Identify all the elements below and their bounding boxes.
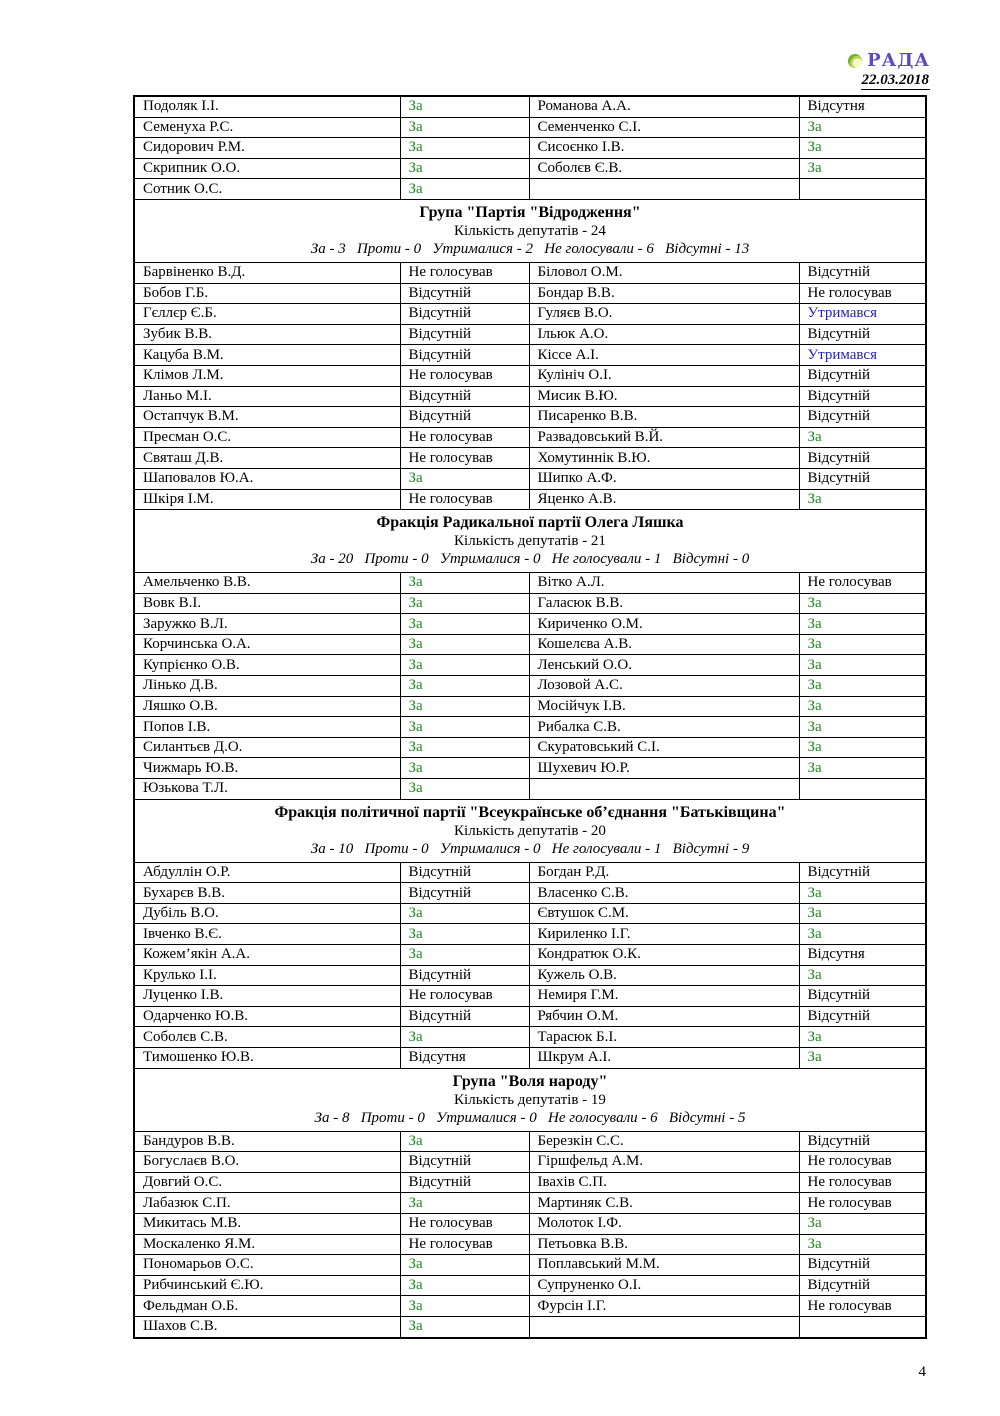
table-row bbox=[134, 345, 926, 366]
deputy-name-cell: Вовк В.І. bbox=[134, 593, 400, 614]
deputy-name-cell: Фурсін І.Г. bbox=[529, 1296, 799, 1317]
deputy-name-cell: Рибчинський Є.Ю. bbox=[134, 1275, 400, 1296]
deputy-name-cell: Подоляк І.І. bbox=[134, 96, 400, 117]
deputy-name-cell: Клімов Л.М. bbox=[134, 365, 400, 386]
deputy-name-cell: Святаш Д.В. bbox=[134, 448, 400, 469]
deputy-name-cell: Кошелєва А.В. bbox=[529, 634, 799, 655]
vote-cell bbox=[799, 1316, 926, 1337]
table-row bbox=[134, 448, 926, 469]
deputy-name-cell: Скрипник О.О. bbox=[134, 158, 400, 179]
vote-cell: Відсутній bbox=[799, 407, 926, 428]
table-row bbox=[134, 179, 926, 200]
deputy-name-cell: Гіршфельд А.М. bbox=[529, 1152, 799, 1173]
voting-table bbox=[133, 95, 927, 1339]
vote-cell: Не голосував bbox=[799, 1193, 926, 1214]
vote-cell: Відсутній bbox=[400, 345, 529, 366]
vote-cell: За bbox=[400, 924, 529, 945]
deputy-name-cell: Корчинська О.А. bbox=[134, 634, 400, 655]
deputy-name-cell: Мосійчук І.В. bbox=[529, 696, 799, 717]
vote-cell: За bbox=[799, 138, 926, 159]
vote-cell: Відсутній bbox=[400, 965, 529, 986]
table-row bbox=[134, 386, 926, 407]
deputy-name-cell: Амельченко В.В. bbox=[134, 573, 400, 594]
vote-cell: Відсутній bbox=[799, 448, 926, 469]
table-row bbox=[134, 427, 926, 448]
vote-cell: Не голосував bbox=[799, 573, 926, 594]
table-row bbox=[134, 1255, 926, 1276]
vote-cell: Не голосував bbox=[400, 365, 529, 386]
vote-cell: За bbox=[400, 676, 529, 697]
deputy-name-cell: Кіссе А.І. bbox=[529, 345, 799, 366]
deputy-name-cell: Галасюк В.В. bbox=[529, 593, 799, 614]
vote-stats: За - 10 Проти - 0 Утрималися - 0 Не голосували - 1 Відсутні - 9 bbox=[310, 840, 750, 857]
deputy-name-cell: Москаленко Я.М. bbox=[134, 1234, 400, 1255]
deputy-name-cell: Ленський О.О. bbox=[529, 655, 799, 676]
vote-cell: Не голосував bbox=[799, 1172, 926, 1193]
vote-cell: Відсутній bbox=[799, 1006, 926, 1027]
deputy-name-cell: Рибалка С.В. bbox=[529, 717, 799, 738]
vote-cell: Не голосував bbox=[400, 1213, 529, 1234]
vote-cell: За bbox=[400, 138, 529, 159]
table-row bbox=[134, 1027, 926, 1048]
deputy-name-cell: Бобов Г.Б. bbox=[134, 283, 400, 304]
section-header-cell bbox=[134, 199, 926, 262]
deputy-name-cell: Кириленко І.Г. bbox=[529, 924, 799, 945]
deputy-name-cell: Семенченко С.І. bbox=[529, 117, 799, 138]
vote-cell: За bbox=[799, 117, 926, 138]
deputy-name-cell: Писаренко В.В. bbox=[529, 407, 799, 428]
deputy-name-cell: Лозовой А.С. bbox=[529, 676, 799, 697]
table-row bbox=[134, 489, 926, 510]
vote-cell: За bbox=[799, 737, 926, 758]
deputy-name-cell: Юзькова Т.Л. bbox=[134, 779, 400, 800]
faction-title: Група "Воля народу" bbox=[452, 1072, 608, 1090]
vote-cell: За bbox=[400, 468, 529, 489]
table-row bbox=[134, 1152, 926, 1173]
table-row bbox=[134, 138, 926, 159]
deputy-name-cell: Кужель О.В. bbox=[529, 965, 799, 986]
deputy-name-cell: Кириченко О.М. bbox=[529, 614, 799, 635]
deputy-name-cell: Бондар В.В. bbox=[529, 283, 799, 304]
deputy-name-cell: Развадовський В.Й. bbox=[529, 427, 799, 448]
vote-cell: Відсутній bbox=[400, 324, 529, 345]
table-row bbox=[134, 573, 926, 594]
table-row bbox=[134, 468, 926, 489]
table-row bbox=[134, 634, 926, 655]
deputy-name-cell: Рябчин О.М. bbox=[529, 1006, 799, 1027]
vote-cell: Не голосував bbox=[799, 1296, 926, 1317]
vote-cell: За bbox=[400, 1275, 529, 1296]
deputy-name-cell: Крулько І.І. bbox=[134, 965, 400, 986]
vote-stats: За - 3 Проти - 0 Утрималися - 2 Не голосували - 6 Відсутні - 13 bbox=[310, 240, 750, 257]
table-row bbox=[134, 262, 926, 283]
vote-cell: Відсутній bbox=[799, 986, 926, 1007]
deputy-name-cell: Біловол О.М. bbox=[529, 262, 799, 283]
deputy-name-cell: Кулініч О.І. bbox=[529, 365, 799, 386]
table-row bbox=[134, 1131, 926, 1152]
vote-cell: Відсутній bbox=[799, 1275, 926, 1296]
vote-cell: За bbox=[799, 883, 926, 904]
deputy-name-cell: Лабазюк С.П. bbox=[134, 1193, 400, 1214]
section-header-cell bbox=[134, 510, 926, 573]
deputy-name-cell: Пресман О.С. bbox=[134, 427, 400, 448]
table-row bbox=[134, 158, 926, 179]
vote-cell: Не голосував bbox=[400, 489, 529, 510]
deputy-name-cell: Мисик В.Ю. bbox=[529, 386, 799, 407]
vote-cell: За bbox=[400, 573, 529, 594]
vote-cell: За bbox=[400, 593, 529, 614]
table-row bbox=[134, 1316, 926, 1337]
table-row bbox=[134, 614, 926, 635]
deputy-name-cell: Скуратовський С.І. bbox=[529, 737, 799, 758]
deputy-name-cell: Супруненко О.І. bbox=[529, 1275, 799, 1296]
vote-cell: За bbox=[400, 696, 529, 717]
vote-cell: За bbox=[799, 427, 926, 448]
vote-cell: За bbox=[400, 117, 529, 138]
table-row bbox=[134, 1047, 926, 1068]
vote-cell: Утримався bbox=[799, 304, 926, 325]
vote-cell: За bbox=[400, 903, 529, 924]
table-row bbox=[134, 365, 926, 386]
deputy-name-cell bbox=[529, 1316, 799, 1337]
deputy-name-cell: Семенуха Р.С. bbox=[134, 117, 400, 138]
vote-cell: За bbox=[400, 1027, 529, 1048]
deputy-name-cell: Поплавський М.М. bbox=[529, 1255, 799, 1276]
deputy-name-cell: Немиря Г.М. bbox=[529, 986, 799, 1007]
vote-cell: За bbox=[799, 903, 926, 924]
vote-cell: За bbox=[400, 96, 529, 117]
deputy-name-cell: Шкіря І.М. bbox=[134, 489, 400, 510]
vote-cell: Не голосував bbox=[799, 1152, 926, 1173]
deputy-name-cell: Абдуллін О.Р. bbox=[134, 862, 400, 883]
vote-cell: Не голосував bbox=[400, 986, 529, 1007]
vote-cell: Відсутній bbox=[799, 365, 926, 386]
vote-cell: За bbox=[799, 1047, 926, 1068]
deputy-name-cell: Івченко В.Є. bbox=[134, 924, 400, 945]
vote-cell: За bbox=[400, 655, 529, 676]
vote-cell: За bbox=[400, 1193, 529, 1214]
vote-cell: Відсутній bbox=[400, 386, 529, 407]
vote-cell: За bbox=[400, 614, 529, 635]
vote-cell: За bbox=[400, 945, 529, 966]
table-row bbox=[134, 283, 926, 304]
vote-cell: Відсутній bbox=[799, 324, 926, 345]
deputy-name-cell: Березкін С.С. bbox=[529, 1131, 799, 1152]
deputy-name-cell: Кожем’якін А.А. bbox=[134, 945, 400, 966]
faction-title: Група "Партія "Відродження" bbox=[419, 203, 641, 221]
vote-cell: Не голосував bbox=[400, 427, 529, 448]
table-row bbox=[134, 883, 926, 904]
deputy-name-cell: Кацуба В.М. bbox=[134, 345, 400, 366]
vote-cell: За bbox=[799, 1027, 926, 1048]
deputy-name-cell: Луценко І.В. bbox=[134, 986, 400, 1007]
deputy-name-cell: Богдан Р.Д. bbox=[529, 862, 799, 883]
section-header-row bbox=[134, 1068, 926, 1131]
deputy-name-cell bbox=[529, 179, 799, 200]
deputy-name-cell: Сидорович Р.М. bbox=[134, 138, 400, 159]
vote-cell: Відсутній bbox=[400, 1152, 529, 1173]
vote-cell: За bbox=[400, 1131, 529, 1152]
deputy-name-cell: Силантьєв Д.О. bbox=[134, 737, 400, 758]
deputy-name-cell: Вітко А.Л. bbox=[529, 573, 799, 594]
table-row bbox=[134, 779, 926, 800]
vote-cell: Відсутній bbox=[400, 1172, 529, 1193]
deputies-count: Кількість депутатів - 24 bbox=[454, 222, 606, 239]
vote-cell: За bbox=[799, 965, 926, 986]
deputy-name-cell: Шухевич Ю.Р. bbox=[529, 758, 799, 779]
vote-cell: За bbox=[400, 717, 529, 738]
deputy-name-cell: Мартиняк С.В. bbox=[529, 1193, 799, 1214]
table-row bbox=[134, 1006, 926, 1027]
vote-cell: За bbox=[400, 758, 529, 779]
table-row bbox=[134, 965, 926, 986]
rada-logo bbox=[848, 50, 930, 71]
table-row bbox=[134, 1234, 926, 1255]
vote-cell: Відсутня bbox=[799, 96, 926, 117]
table-row bbox=[134, 903, 926, 924]
vote-cell: За bbox=[400, 1316, 529, 1337]
vote-cell: Відсутній bbox=[799, 1255, 926, 1276]
table-row bbox=[134, 1296, 926, 1317]
vote-cell: За bbox=[799, 655, 926, 676]
vote-cell: За bbox=[400, 737, 529, 758]
table-row bbox=[134, 924, 926, 945]
vote-cell: Не голосував bbox=[400, 448, 529, 469]
rada-logo-text: РАДА bbox=[867, 50, 930, 71]
vote-cell: За bbox=[799, 158, 926, 179]
vote-cell: За bbox=[799, 696, 926, 717]
vote-cell: За bbox=[799, 717, 926, 738]
deputy-name-cell: Шкрум А.І. bbox=[529, 1047, 799, 1068]
deputy-name-cell bbox=[529, 779, 799, 800]
deputy-name-cell: Гєллєр Є.Б. bbox=[134, 304, 400, 325]
vote-cell: Не голосував bbox=[400, 262, 529, 283]
vote-cell: За bbox=[400, 179, 529, 200]
deputy-name-cell: Довгий О.С. bbox=[134, 1172, 400, 1193]
deputies-count: Кількість депутатів - 19 bbox=[454, 1091, 606, 1108]
deputy-name-cell: Купрієнко О.В. bbox=[134, 655, 400, 676]
vote-cell: Не голосував bbox=[799, 283, 926, 304]
deputy-name-cell: Остапчук В.М. bbox=[134, 407, 400, 428]
table-row bbox=[134, 304, 926, 325]
vote-cell: За bbox=[400, 779, 529, 800]
deputy-name-cell: Шипко А.Ф. bbox=[529, 468, 799, 489]
faction-title: Фракція політичної партії "Всеукраїнське об’єднання "Батьківщина" bbox=[274, 803, 786, 821]
vote-cell bbox=[799, 779, 926, 800]
table-row bbox=[134, 986, 926, 1007]
vote-cell: За bbox=[799, 758, 926, 779]
header-date: 22.03.2018 bbox=[861, 72, 929, 88]
deputy-name-cell: Соболєв Є.В. bbox=[529, 158, 799, 179]
table-row bbox=[134, 1275, 926, 1296]
table-row bbox=[134, 1213, 926, 1234]
deputy-name-cell: Пономарьов О.С. bbox=[134, 1255, 400, 1276]
table-row bbox=[134, 1172, 926, 1193]
section-header-row bbox=[134, 799, 926, 862]
deputy-name-cell: Хомутиннік В.Ю. bbox=[529, 448, 799, 469]
deputy-name-cell: Сисоєнко І.В. bbox=[529, 138, 799, 159]
vote-cell: За bbox=[400, 158, 529, 179]
vote-cell: За bbox=[400, 634, 529, 655]
section-header-row bbox=[134, 199, 926, 262]
table-row bbox=[134, 407, 926, 428]
table-row bbox=[134, 324, 926, 345]
page-header bbox=[848, 50, 930, 90]
vote-cell: Відсутній bbox=[400, 407, 529, 428]
table-row bbox=[134, 676, 926, 697]
table-row bbox=[134, 655, 926, 676]
deputy-name-cell: Ільюк А.О. bbox=[529, 324, 799, 345]
vote-cell: Відсутній bbox=[799, 386, 926, 407]
deputy-name-cell: Барвіненко В.Д. bbox=[134, 262, 400, 283]
section-header-row bbox=[134, 510, 926, 573]
vote-cell: За bbox=[799, 1234, 926, 1255]
deputy-name-cell: Соболєв С.В. bbox=[134, 1027, 400, 1048]
section-header-cell bbox=[134, 1068, 926, 1131]
deputy-name-cell: Гуляєв В.О. bbox=[529, 304, 799, 325]
vote-cell: Утримався bbox=[799, 345, 926, 366]
vote-cell: Відсутня bbox=[799, 945, 926, 966]
deputy-name-cell: Попов І.В. bbox=[134, 717, 400, 738]
deputy-name-cell: Зубик В.В. bbox=[134, 324, 400, 345]
deputy-name-cell: Молоток І.Ф. bbox=[529, 1213, 799, 1234]
vote-cell: Відсутній bbox=[400, 1006, 529, 1027]
faction-title: Фракція Радикальної партії Олега Ляшка bbox=[376, 514, 684, 532]
deputy-name-cell: Бухарєв В.В. bbox=[134, 883, 400, 904]
vote-cell: Відсутній bbox=[400, 304, 529, 325]
deputy-name-cell: Одарченко Ю.В. bbox=[134, 1006, 400, 1027]
vote-cell: Відсутній bbox=[799, 468, 926, 489]
table-row bbox=[134, 737, 926, 758]
vote-cell: За bbox=[799, 1213, 926, 1234]
vote-stats: За - 8 Проти - 0 Утрималися - 0 Не голосували - 6 Відсутні - 5 bbox=[314, 1109, 746, 1126]
vote-cell: За bbox=[799, 634, 926, 655]
table-row bbox=[134, 117, 926, 138]
vote-cell: За bbox=[799, 593, 926, 614]
vote-cell: За bbox=[799, 924, 926, 945]
table-row bbox=[134, 696, 926, 717]
deputy-name-cell: Євтушок С.М. bbox=[529, 903, 799, 924]
deputy-name-cell: Чижмарь Ю.В. bbox=[134, 758, 400, 779]
vote-cell: За bbox=[799, 614, 926, 635]
vote-cell: За bbox=[799, 676, 926, 697]
deputy-name-cell: Дубіль В.О. bbox=[134, 903, 400, 924]
vote-cell: Відсутня bbox=[400, 1047, 529, 1068]
vote-cell: Не голосував bbox=[400, 1234, 529, 1255]
table-row bbox=[134, 945, 926, 966]
deputy-name-cell: Кондратюк О.К. bbox=[529, 945, 799, 966]
deputy-name-cell: Тимошенко Ю.В. bbox=[134, 1047, 400, 1068]
deputies-count: Кількість депутатів - 20 bbox=[454, 822, 606, 839]
deputy-name-cell: Сотник О.С. bbox=[134, 179, 400, 200]
deputy-name-cell: Романова А.А. bbox=[529, 96, 799, 117]
vote-cell: За bbox=[400, 1255, 529, 1276]
vote-stats: За - 20 Проти - 0 Утрималися - 0 Не голосували - 1 Відсутні - 0 bbox=[310, 551, 750, 568]
deputy-name-cell: Петьовка В.В. bbox=[529, 1234, 799, 1255]
deputies-count: Кількість депутатів - 21 bbox=[454, 533, 606, 550]
table-row bbox=[134, 862, 926, 883]
deputy-name-cell: Лінько Д.В. bbox=[134, 676, 400, 697]
deputy-name-cell: Богуслаєв В.О. bbox=[134, 1152, 400, 1173]
deputy-name-cell: Заружко В.Л. bbox=[134, 614, 400, 635]
deputy-name-cell: Шаповалов Ю.А. bbox=[134, 468, 400, 489]
table-row bbox=[134, 1193, 926, 1214]
voting-table-body bbox=[134, 96, 926, 1338]
deputy-name-cell: Ляшко О.В. bbox=[134, 696, 400, 717]
deputy-name-cell: Микитась М.В. bbox=[134, 1213, 400, 1234]
deputy-name-cell: Фельдман О.Б. bbox=[134, 1296, 400, 1317]
rada-logo-icon bbox=[848, 54, 862, 68]
vote-cell: Відсутній bbox=[400, 283, 529, 304]
deputy-name-cell: Шахов С.В. bbox=[134, 1316, 400, 1337]
vote-cell bbox=[799, 179, 926, 200]
vote-cell: Відсутній bbox=[400, 883, 529, 904]
deputy-name-cell: Яценко А.В. bbox=[529, 489, 799, 510]
table-row bbox=[134, 717, 926, 738]
page-number: 4 bbox=[918, 1364, 926, 1380]
table-row bbox=[134, 758, 926, 779]
vote-cell: За bbox=[799, 489, 926, 510]
vote-cell: Відсутній bbox=[799, 862, 926, 883]
table-row bbox=[134, 96, 926, 117]
deputy-name-cell: Бандуров В.В. bbox=[134, 1131, 400, 1152]
deputy-name-cell: Власенко С.В. bbox=[529, 883, 799, 904]
vote-cell: Відсутній bbox=[400, 862, 529, 883]
deputy-name-cell: Ланьо М.І. bbox=[134, 386, 400, 407]
section-header-cell bbox=[134, 799, 926, 862]
vote-cell: Відсутній bbox=[799, 262, 926, 283]
deputy-name-cell: Тарасюк Б.І. bbox=[529, 1027, 799, 1048]
vote-cell: За bbox=[400, 1296, 529, 1317]
table-row bbox=[134, 593, 926, 614]
deputy-name-cell: Івахів С.П. bbox=[529, 1172, 799, 1193]
vote-cell: Відсутній bbox=[799, 1131, 926, 1152]
